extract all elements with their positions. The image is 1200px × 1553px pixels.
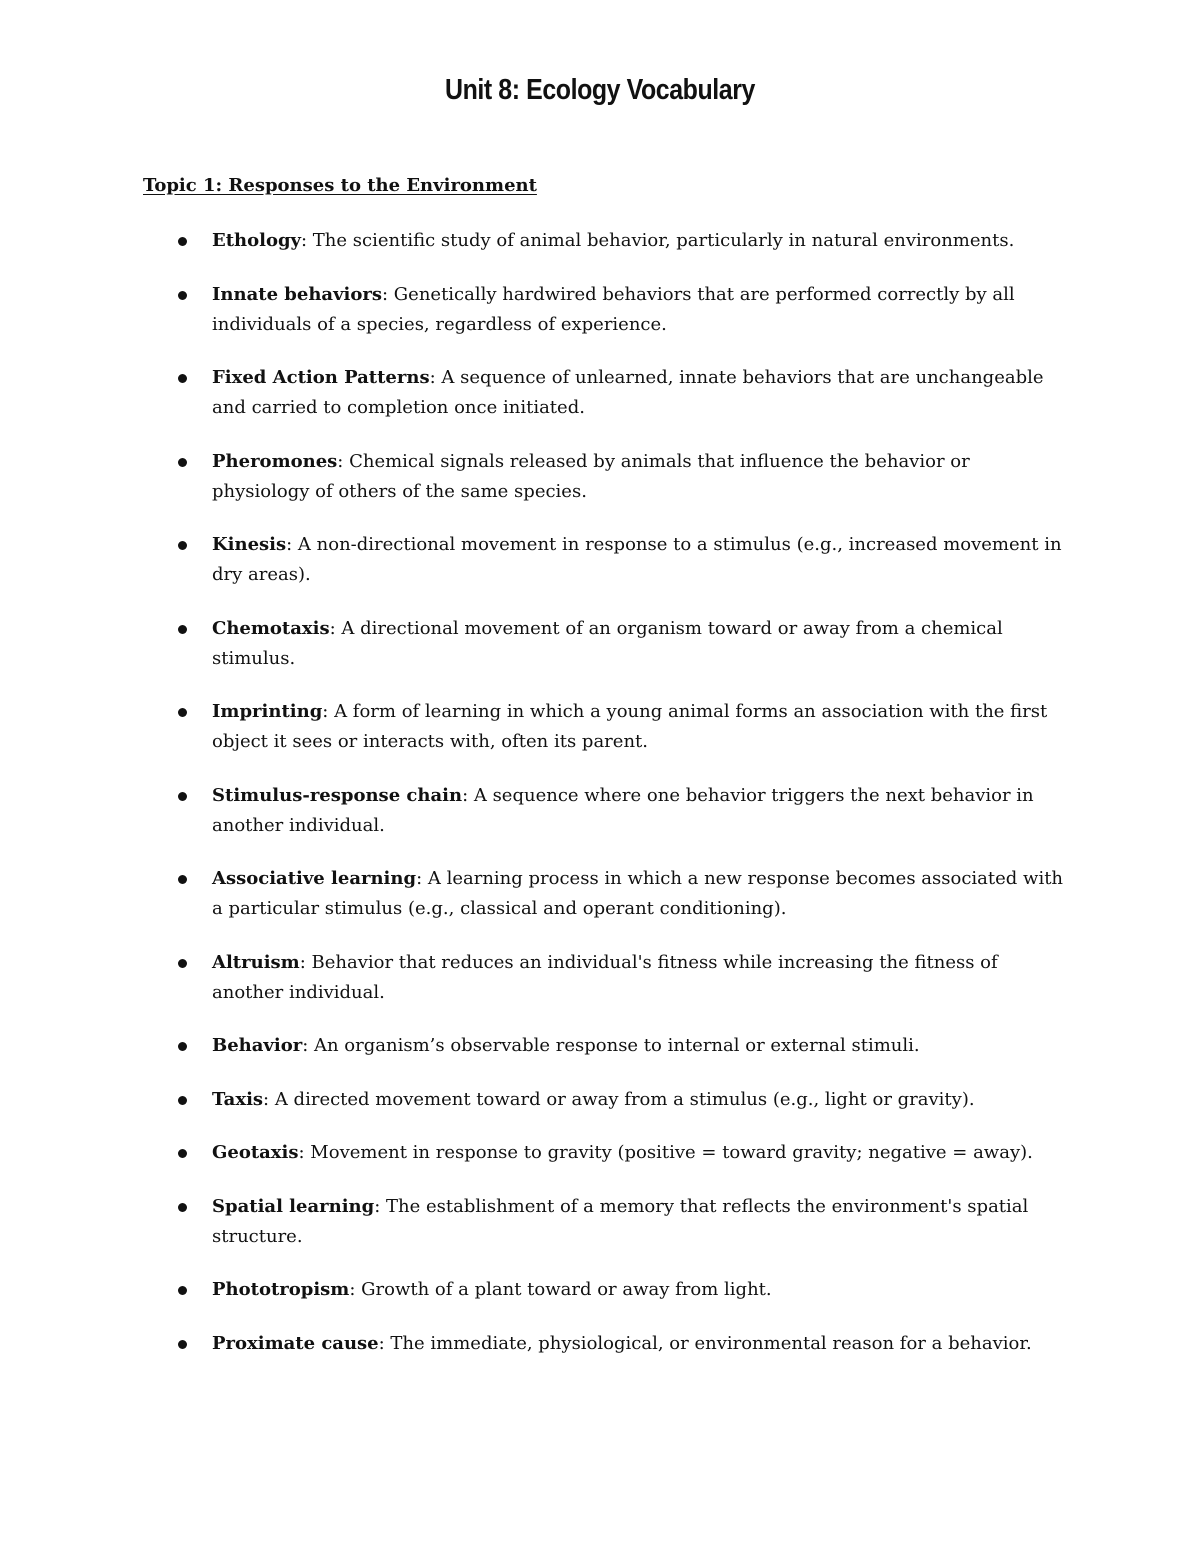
vocab-term: Chemotaxis [212, 617, 330, 639]
bullet-icon [178, 625, 187, 634]
vocab-term: Behavior [212, 1035, 303, 1056]
list-item [0, 614, 1200, 674]
vocab-term: Innate behaviors [212, 283, 382, 305]
vocab-term: Phototropism [212, 1279, 350, 1300]
list-item [0, 447, 1200, 507]
vocab-term: Pheromones [212, 450, 338, 472]
list-item [0, 530, 1200, 590]
bullet-icon [178, 1203, 187, 1212]
vocab-definition: : A form of learning in which a young animal forms an association with the first object it sees or interacts with, often its parent. [212, 701, 1048, 752]
bullet-icon [178, 374, 187, 383]
vocab-definition: : A directed movement toward or away from a stimulus (e.g., light or gravity). [263, 1088, 975, 1110]
vocab-term: Geotaxis [212, 1142, 299, 1163]
list-item [0, 1031, 1200, 1061]
list-item [0, 781, 1200, 841]
bullet-icon [178, 1149, 187, 1158]
bullet-icon [178, 875, 187, 884]
bullet-icon [178, 237, 187, 246]
bullet-icon [178, 1340, 187, 1349]
vocab-definition: : The scientific study of animal behavior, particularly in natural environments. [301, 230, 1015, 251]
vocab-definition: : An organism’s observable response to internal or external stimuli. [302, 1035, 920, 1056]
list-item [0, 1085, 1200, 1115]
bullet-icon [178, 458, 187, 467]
vocab-definition: : A sequence where one behavior triggers the next behavior in another individual. [212, 784, 1034, 836]
vocab-definition: : A sequence of unlearned, innate behaviors that are unchangeable and carried to completion once initiated. [212, 367, 1044, 418]
bullet-icon [178, 541, 187, 550]
vocab-definition: : The immediate, physiological, or environmental reason for a behavior. [378, 1332, 1032, 1354]
vocab-definition: : A learning process in which a new response becomes associated with a particular stimulus (e.g., classical and operant conditioning). [212, 868, 1064, 919]
vocab-term: Fixed Action Patterns [212, 367, 430, 388]
list-item [0, 1329, 1200, 1359]
list-item [0, 697, 1200, 757]
vocab-definition: : A directional movement of an organism toward or away from a chemical stimulus. [212, 617, 1003, 669]
vocab-term: Kinesis [212, 534, 287, 555]
bullet-icon [178, 1286, 187, 1295]
list-item [0, 363, 1200, 423]
vocab-term: Stimulus-response chain [212, 784, 463, 806]
page-title: Unit 8: Ecology Vocabulary [445, 74, 755, 106]
topic-heading: Topic 1: Responses to the Environment [143, 175, 537, 196]
vocab-term: Imprinting [212, 701, 323, 722]
list-item [0, 1192, 1200, 1252]
list-item [0, 280, 1200, 340]
bullet-icon [178, 792, 187, 801]
list-item [0, 864, 1200, 924]
bullet-icon [178, 959, 187, 968]
vocab-term: Spatial learning [212, 1195, 375, 1217]
vocab-definition: : The establishment of a memory that reflects the environment's spatial structure. [212, 1195, 1029, 1247]
list-item [0, 1275, 1200, 1305]
list-item [0, 226, 1200, 256]
vocab-definition: : Chemical signals released by animals that influence the behavior or physiology of others of the same species. [212, 450, 970, 502]
bullet-icon [178, 291, 187, 300]
vocab-term: Associative learning [212, 868, 417, 889]
bullet-icon [178, 708, 187, 717]
bullet-icon [178, 1042, 187, 1051]
vocab-definition: : Growth of a plant toward or away from light. [349, 1279, 772, 1300]
vocab-definition: : A non-directional movement in response to a stimulus (e.g., increased movement in dry areas). [212, 534, 1062, 585]
vocabulary-list [0, 226, 1200, 1382]
list-item [0, 1138, 1200, 1168]
list-item [0, 948, 1200, 1008]
vocab-term: Proximate cause [212, 1332, 379, 1354]
vocab-definition: : Behavior that reduces an individual's fitness while increasing the fitness of another individual. [212, 951, 998, 1003]
vocab-definition: : Genetically hardwired behaviors that are performed correctly by all individuals of a species, regardless of experience. [212, 283, 1015, 335]
vocab-term: Ethology [212, 230, 302, 251]
vocab-definition: : Movement in response to gravity (positive = toward gravity; negative = away). [298, 1142, 1033, 1163]
vocab-term: Altruism [212, 951, 300, 973]
vocab-term: Taxis [212, 1088, 264, 1110]
bullet-icon [178, 1096, 187, 1105]
